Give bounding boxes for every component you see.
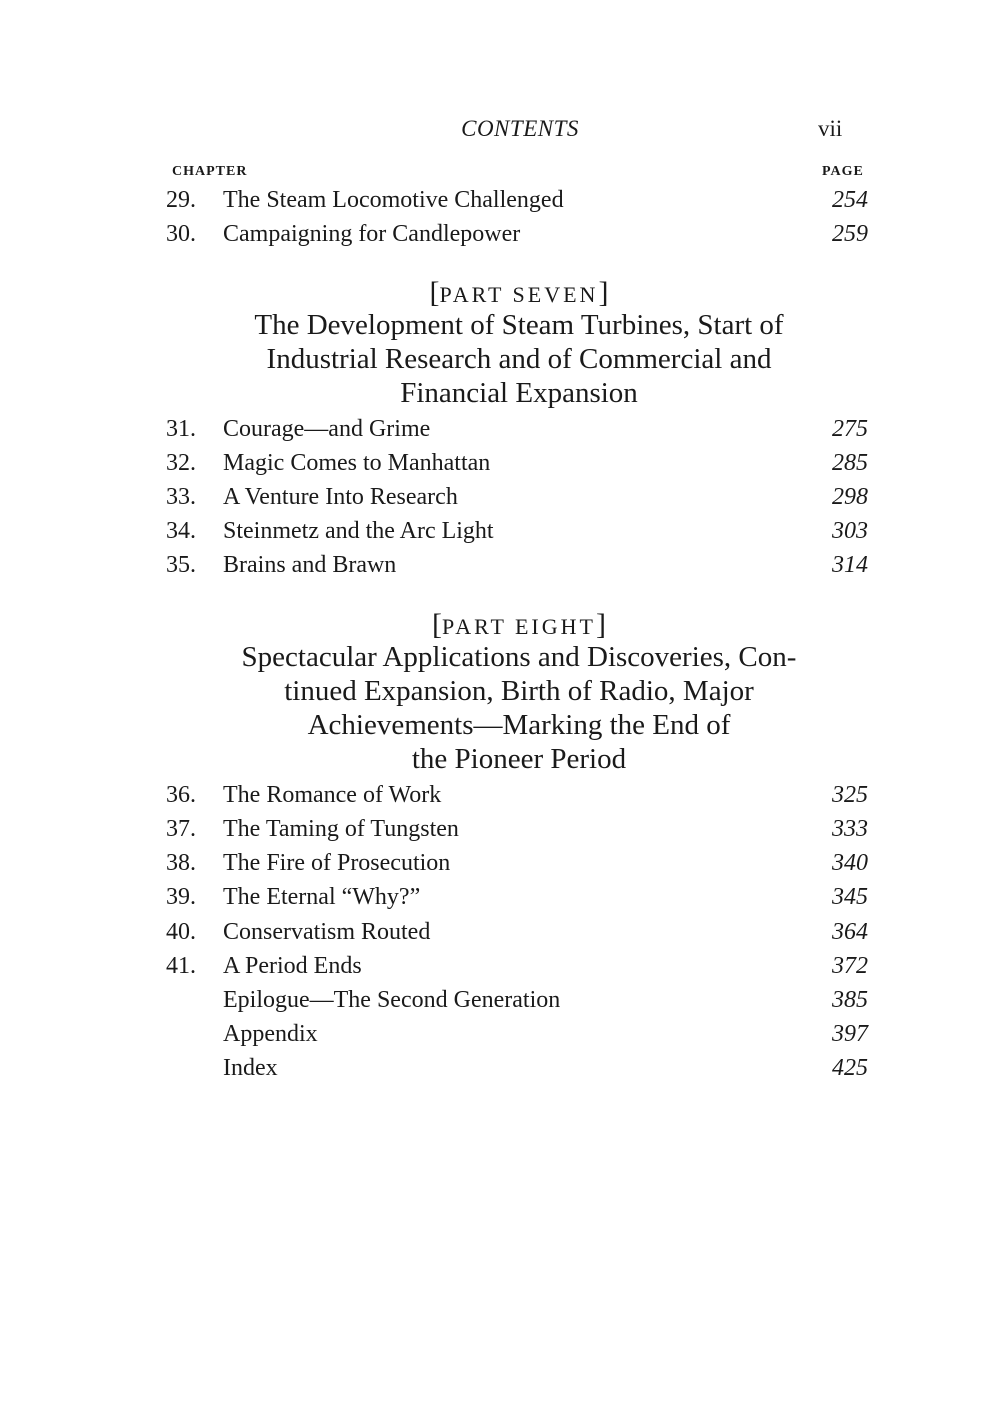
chapter-title: The Steam Locomotive Challenged [223,187,564,213]
chapter-column-header: CHAPTER [172,164,248,179]
chapter-page: 372 [832,953,868,979]
toc-entry[interactable] [166,447,868,479]
chapter-number: 31. [166,416,196,442]
part-title-line: Spectacular Applications and Discoveries, Con- [241,641,797,673]
toc-entry[interactable] [166,549,868,581]
part-eight-label: [PART EIGHT] [432,608,606,641]
chapter-page: 340 [832,850,868,876]
page-title: CONTENTS [461,116,579,141]
part-title-line: The Development of Steam Turbines, Start of [254,309,784,341]
chapter-page: 364 [832,919,868,945]
chapter-number: 37. [166,816,196,842]
part-title-line: Financial Expansion [400,377,638,409]
chapter-page: 259 [832,221,868,247]
page-column-header: PAGE [822,164,864,179]
chapter-page: 298 [832,484,868,510]
chapter-title: The Romance of Work [223,782,442,808]
chapter-page: 333 [832,816,868,842]
chapter-title: Magic Comes to Manhattan [223,450,491,476]
chapter-title: Index [223,1055,278,1081]
chapter-number: 29. [166,187,196,213]
toc-entry[interactable] [166,515,868,547]
chapter-title: The Taming of Tungsten [223,816,459,842]
running-head [0,116,1000,146]
chapter-page: 385 [832,987,868,1013]
part-seven-label-text: PART SEVEN [439,282,599,307]
chapter-number: 41. [166,953,196,979]
toc-entry[interactable] [166,1018,868,1050]
toc-entry[interactable] [166,413,868,445]
chapter-title: Brains and Brawn [223,552,397,578]
chapter-title: The Fire of Prosecution [223,850,451,876]
chapter-page: 325 [832,782,868,808]
part-title-line: the Pioneer Period [411,743,627,775]
part-title-line: tinued Expansion, Birth of Radio, Major [284,675,754,707]
toc-entry[interactable] [166,779,868,811]
toc-entry[interactable] [166,881,868,913]
chapter-page: 314 [832,552,868,578]
toc-entry[interactable] [166,218,868,250]
toc-entry[interactable] [166,184,868,216]
toc-entry[interactable] [166,916,868,948]
chapter-title: Epilogue—The Second Generation [223,987,561,1013]
toc-entry[interactable] [166,984,868,1016]
part-eight-label-text: PART EIGHT [442,614,596,639]
chapter-number: 30. [166,221,196,247]
chapter-title: Courage—and Grime [223,416,431,442]
chapter-title: Appendix [223,1021,318,1047]
toc-entry[interactable] [166,1052,868,1084]
part-eight-title [0,640,1000,776]
chapter-number: 35. [166,552,196,578]
chapter-title: A Period Ends [223,953,362,979]
chapter-number: 33. [166,484,196,510]
chapter-number: 40. [166,919,196,945]
chapter-title: The Eternal “Why?” [223,884,421,910]
chapter-page: 254 [832,187,868,213]
chapter-number: 32. [166,450,196,476]
chapter-title: A Venture Into Research [223,484,458,510]
chapter-page: 275 [832,416,868,442]
part-seven-label: [PART SEVEN] [429,276,609,309]
toc-entry[interactable] [166,847,868,879]
toc-entry[interactable] [166,950,868,982]
chapter-title: Steinmetz and the Arc Light [223,518,494,544]
chapter-title: Conservatism Routed [223,919,431,945]
chapter-page: 285 [832,450,868,476]
chapter-page: 345 [832,884,868,910]
page-number: vii [818,116,843,141]
part-title-line: Industrial Research and of Commercial and [266,343,772,375]
chapter-number: 34. [166,518,196,544]
chapter-page: 397 [832,1021,868,1047]
toc-entry[interactable] [166,813,868,845]
part-seven-title [0,308,1000,410]
chapter-page: 425 [832,1055,868,1081]
chapter-number: 36. [166,782,196,808]
chapter-number: 38. [166,850,196,876]
part-title-line: Achievements—Marking the End of [307,709,731,741]
chapter-page: 303 [832,518,868,544]
chapter-title: Campaigning for Candlepower [223,221,521,247]
chapter-number: 39. [166,884,196,910]
toc-entry[interactable] [166,481,868,513]
